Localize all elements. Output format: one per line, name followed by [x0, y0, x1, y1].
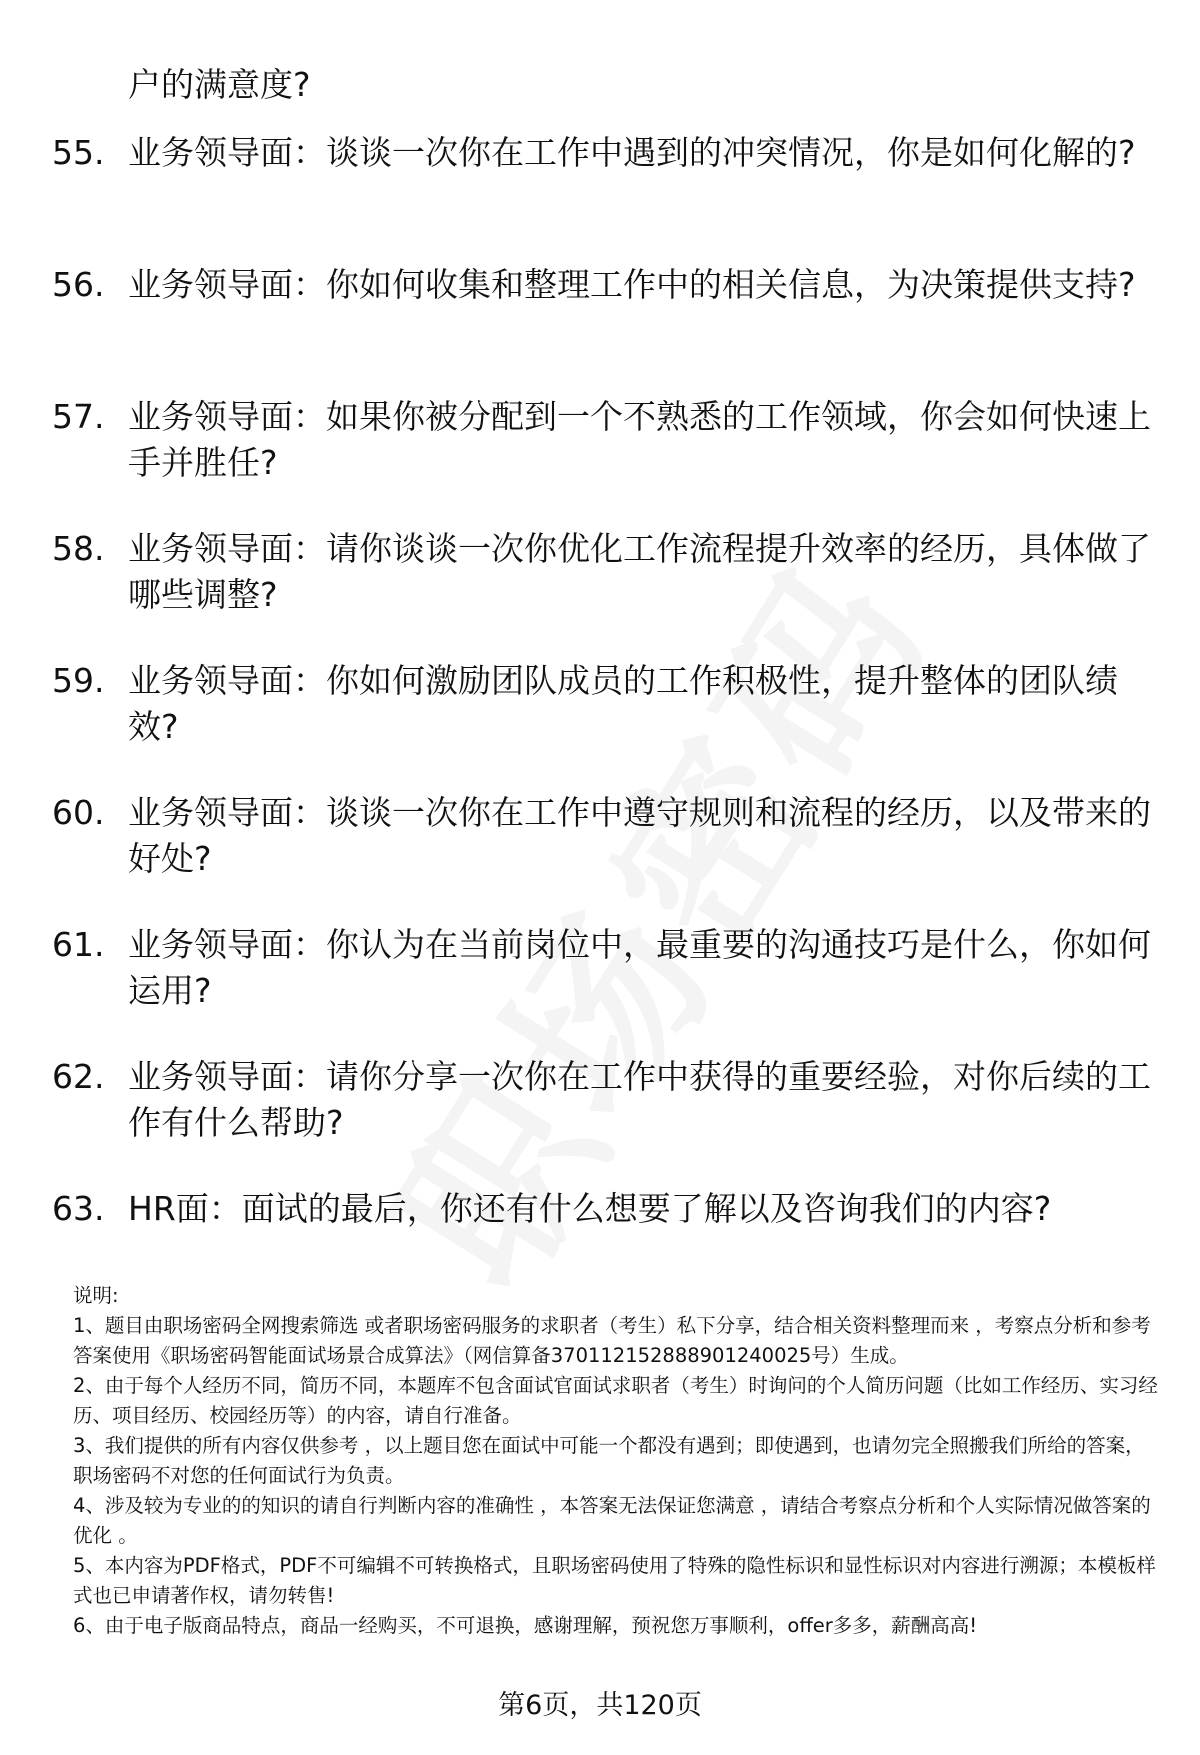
note-item: 5、本内容为PDF格式，PDF不可编辑不可转换格式，且职场密码使用了特殊的隐性标识和显性标识对内容进行溯源；本模板样式也已申请著作权，请勿转售! — [73, 1554, 1156, 1607]
question-item — [52, 1054, 1162, 1146]
question-item — [52, 922, 1162, 1014]
question-number: 57. — [52, 397, 105, 436]
question-text: 业务领导面：你如何激励团队成员的工作积极性，提升整体的团队绩效? — [128, 661, 1118, 746]
question-text: 业务领导面：如果你被分配到一个不熟悉的工作领域，你会如何快速上手并胜任? — [128, 397, 1151, 482]
note-item: 2、由于每个人经历不同，简历不同，本题库不包含面试官面试求职者（考生）时询问的个人简历问题（比如工作经历、实习经历、项目经历、校园经历等）的内容，请自行准备。 — [73, 1374, 1158, 1427]
note-item: 6、由于电子版商品特点，商品一经购买，不可退换，感谢理解，预祝您万事顺利，offer多多，薪酬高高! — [73, 1614, 978, 1637]
question-number: 58. — [52, 529, 105, 568]
question-item — [52, 130, 1162, 176]
question-item — [52, 658, 1162, 750]
question-text: 业务领导面：谈谈一次你在工作中遵守规则和流程的经历，以及带来的好处? — [128, 793, 1151, 878]
question-number: 61. — [52, 925, 105, 964]
question-text: 业务领导面：请你分享一次你在工作中获得的重要经验，对你后续的工作有什么帮助? — [128, 1057, 1151, 1142]
page-number: 第6页，共120页 — [498, 1690, 702, 1721]
note-item: 4、涉及较为专业的的知识的请自行判断内容的准确性 ，本答案无法保证您满意 ，请结合考察点分析和个人实际情况做答案的优化 。 — [73, 1494, 1151, 1547]
question-text: HR面：面试的最后，你还有什么想要了解以及咨询我们的内容? — [128, 1189, 1052, 1228]
question-number: 55. — [52, 133, 105, 172]
question-item — [52, 262, 1162, 308]
disclaimer-notes — [73, 1281, 1158, 1641]
question-number: 63. — [52, 1189, 105, 1228]
question-item — [52, 1186, 1162, 1232]
notes-heading: 说明: — [73, 1284, 119, 1307]
question-continuation: 户的满意度? — [128, 65, 311, 104]
note-item: 1、题目由职场密码全网搜索筛选 或者职场密码服务的求职者（考生）私下分享，结合相关资料整理而来 ，考察点分析和参考答案使用《职场密码智能面试场景合成算法》（网信算备370112152888901240025号）生成。 — [73, 1314, 1151, 1367]
question-number: 62. — [52, 1057, 105, 1096]
question-text: 业务领导面：你如何收集和整理工作中的相关信息，为决策提供支持? — [128, 265, 1136, 304]
question-item — [52, 394, 1162, 486]
question-number: 59. — [52, 661, 105, 700]
question-text: 业务领导面：你认为在当前岗位中，最重要的沟通技巧是什么，你如何运用? — [128, 925, 1151, 1010]
question-number: 56. — [52, 265, 105, 304]
question-text: 业务领导面：请你谈谈一次你优化工作流程提升效率的经历，具体做了哪些调整? — [128, 529, 1151, 614]
question-number: 60. — [52, 793, 105, 832]
question-item — [52, 526, 1162, 618]
question-text: 业务领导面：谈谈一次你在工作中遇到的冲突情况，你是如何化解的? — [128, 133, 1136, 172]
question-item — [52, 790, 1162, 882]
note-item: 3、我们提供的所有内容仅供参考 ，以上题目您在面试中可能一个都没有遇到；即使遇到，也请勿完全照搬我们所给的答案，职场密码不对您的任何面试行为负责。 — [73, 1434, 1145, 1487]
